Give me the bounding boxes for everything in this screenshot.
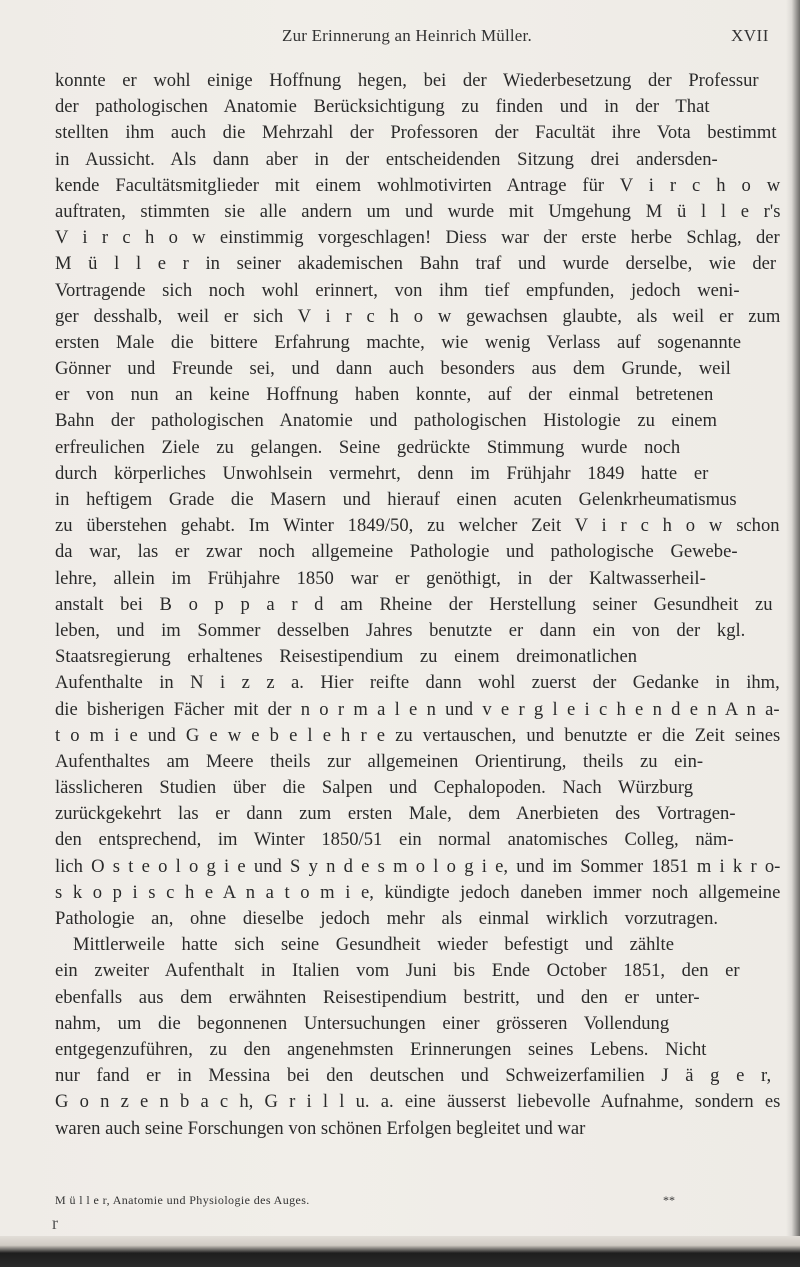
text-line: zurückgekehrt las er dann zum ersten Male, dem Anerbieten des Vortragen- [55, 803, 736, 825]
page-number: XVII [731, 26, 769, 45]
text-line: Aufenthaltes am Meere theils zur allgemeinen Orientirung, theils zu ein- [55, 750, 704, 772]
page-edge-shadow [786, 0, 800, 1267]
running-header [0, 22, 800, 50]
text-line: nahm, um die begonnenen Untersuchungen einer grösseren Vollendung [55, 1012, 670, 1034]
text-line: Aufenthalte in N i z z a. Hier reifte dann wohl zuerst der Gedanke in ihm, [55, 672, 780, 694]
text-line: G o n z e n b a c h, G r i l l u. a. eine äusserst liebevolle Aufnahme, sondern es [55, 1091, 781, 1113]
running-title: Zur Erinnerung an Heinrich Müller. [282, 26, 532, 45]
text-line: die bisherigen Fächer mit der n o r m a l e n und v e r g l e i c h e n d e n A n a- [55, 698, 780, 720]
text-line: lehre, allein im Frühjahre 1850 war er genöthigt, in der Kaltwasserheil- [55, 567, 706, 589]
text-line: ein zweiter Aufenthalt in Italien vom Juni bis Ende October 1851, den er [55, 960, 740, 982]
text-line: stellten ihm auch die Mehrzahl der Professoren der Facultät ihre Vota bestimmt [55, 122, 777, 144]
text-line: Pathologie an, ohne dieselbe jedoch mehr als einmal wirklich vorzutragen. [55, 908, 719, 929]
text-line: erfreulichen Ziele zu gelangen. Seine gedrückte Stimmung wurde noch [55, 436, 681, 458]
text-line: konnte er wohl einige Hoffnung hegen, bei der Wiederbesetzung der Professur [55, 70, 759, 91]
text-line: nur fand er in Messina bei den deutschen und Schweizerfamilien J ä g e r, [55, 1065, 772, 1087]
text-line: anstalt bei B o p p a r d am Rheine der Herstellung seiner Gesundheit zu [55, 593, 773, 615]
text-line: Bahn der pathologischen Anatomie und pathologischen Histologie zu einem [55, 410, 717, 432]
text-line: entgegenzuführen, zu den angenehmsten Erinnerungen seines Lebens. Nicht [55, 1038, 707, 1060]
text-line: waren auch seine Forschungen von schönen Erfolgen begleitet und war [55, 1117, 586, 1139]
text-line: in Aussicht. Als dann aber in der entscheidenden Sitzung drei andersden- [55, 148, 718, 170]
text-line: V i r c h o w einstimmig vorgeschlagen! Diess war der erste herbe Schlag, der [55, 227, 780, 249]
text-line: Gönner und Freunde sei, und dann auch besonders aus dem Grunde, weil [55, 358, 731, 380]
scan-bottom-edge [0, 1236, 800, 1267]
text-line: M ü l l e r in seiner akademischen Bahn traf und wurde derselbe, wie der [55, 253, 777, 275]
text-line: da war, las er zwar noch allgemeine Pathologie und pathologische Gewebe- [55, 541, 738, 563]
text-line: ger desshalb, weil er sich V i r c h o w gewachsen glaubte, als weil er zum [55, 305, 781, 327]
text-line: der pathologischen Anatomie Berücksichtigung zu finden und in der That [55, 96, 710, 118]
text-line: Vortragende sich noch wohl erinnert, von ihm tief empfunden, jedoch weni- [55, 279, 740, 301]
body-text [55, 68, 780, 1142]
signature-mark: ** [663, 1193, 675, 1207]
text-line: Staatsregierung erhaltenes Reisestipendium zu einem dreimonatlichen [55, 646, 638, 668]
footer-source-line: M ü l l e r, Anatomie und Physiologie des Auges. [55, 1193, 310, 1207]
text-line: ersten Male die bittere Erfahrung machte, wie wenig Verlass auf sogenannte [55, 331, 742, 353]
page-footer [55, 1193, 780, 1211]
text-line: t o m i e und G e w e b e l e h r e zu vertauschen, und benutzte er die Zeit seines [55, 724, 781, 746]
text-line: lässlicheren Studien über die Salpen und Cephalopoden. Nach Würzburg [55, 777, 694, 799]
text-line: ebenfalls aus dem erwähnten Reisestipendium bestritt, und den er unter- [55, 986, 700, 1008]
text-line: s k o p i s c h e A n a t o m i e, kündigte jedoch daneben immer noch allgemeine [55, 881, 781, 903]
corner-mark: r [52, 1213, 58, 1233]
text-line: den entsprechend, im Winter 1850/51 ein normal anatomisches Colleg, näm- [55, 829, 734, 851]
text-line: zu überstehen gehabt. Im Winter 1849/50, zu welcher Zeit V i r c h o w schon [55, 515, 780, 537]
text-line: Mittlerweile hatte sich seine Gesundheit wieder befestigt und zählte [73, 934, 674, 956]
text-line: lich O s t e o l o g i e und S y n d e s m o l o g i e, und im Sommer 1851 m i k r o- [55, 855, 781, 877]
text-line: auftraten, stimmten sie alle andern um und wurde mit Umgehung M ü l l e r's [55, 200, 781, 222]
text-line: er von nun an keine Hoffnung haben konnte, auf der einmal betretenen [55, 384, 714, 406]
text-line: kende Facultätsmitglieder mit einem wohlmotivirten Antrage für V i r c h o w [55, 174, 781, 196]
text-line: in heftigem Grade die Masern und hierauf einen acuten Gelenkrheumatismus [55, 489, 737, 510]
text-line: durch körperliches Unwohlsein vermehrt, denn im Frühjahr 1849 hatte er [55, 462, 709, 484]
text-line: leben, und im Sommer desselben Jahres benutzte er dann ein von der kgl. [55, 619, 746, 641]
